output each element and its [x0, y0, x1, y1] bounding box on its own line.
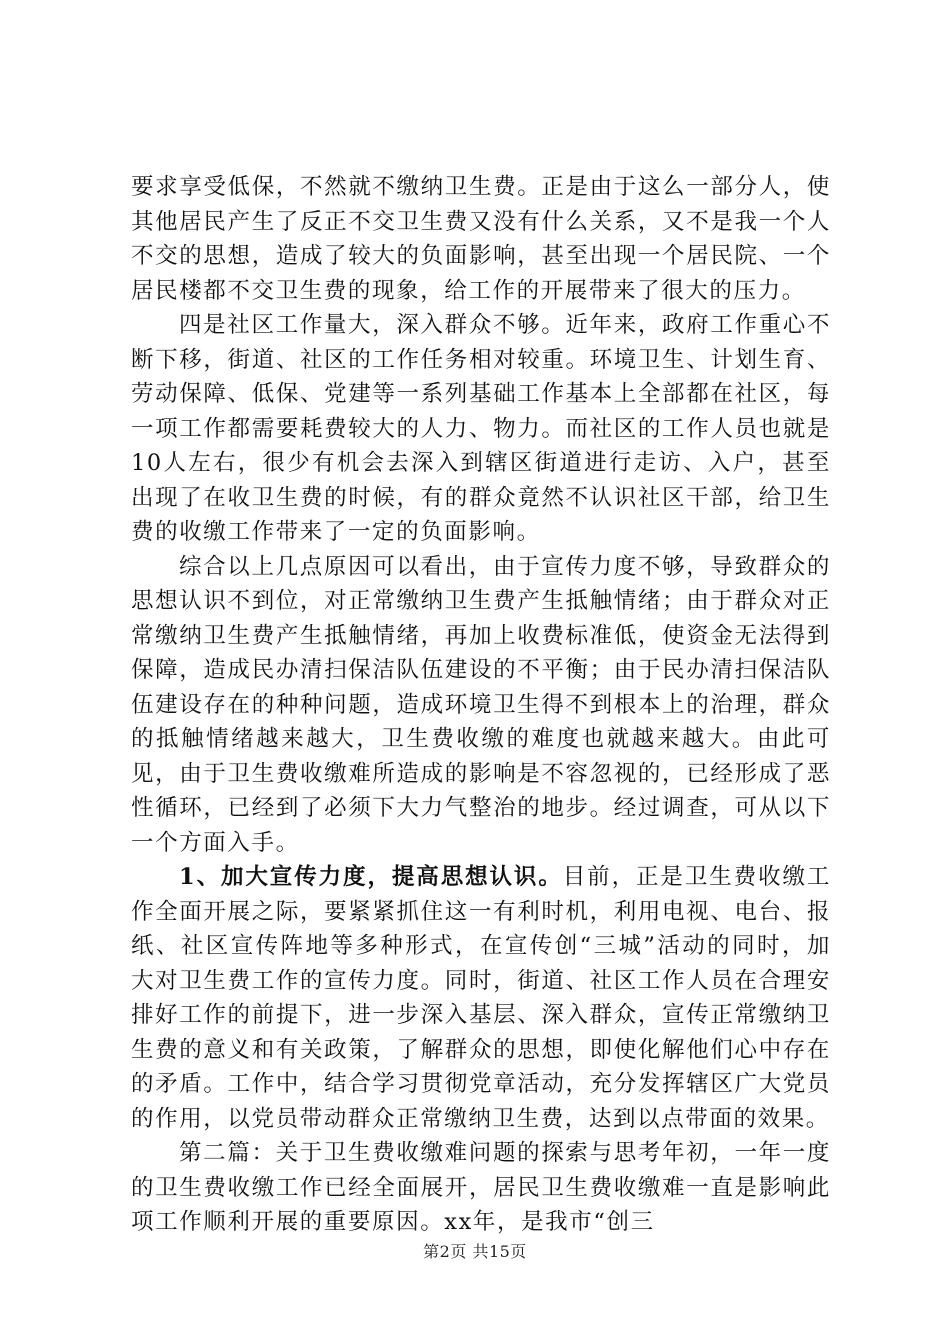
- paragraph-2: [131, 308, 831, 550]
- paragraph-4-text: 目前，正是卫生费收缴工作全面开展之际，要紧紧抓住这一有利时机，利用电视、电台、报纸、社区宣传阵地等多种形式，在宣传创“三城”活动的同时，加大对卫生费工作的宣传力度。同时，街道、社区工作人员在合理安排好工作的前提下，进一步深入基层、深入群众，宣传正常缴纳卫生费的意义和有关政策，了解群众的思想，即使化解他们心中存在的矛盾。工作中，结合学习贯彻党章活动，充分发挥辖区广大党员的作用，以党员带动群众正常缴纳卫生费，达到以点带面的效果。: [131, 864, 831, 1132]
- paragraph-3: [131, 550, 831, 861]
- paragraph-4: [131, 860, 831, 1136]
- paragraph-5-text: 第二篇：关于卫生费收缴难问题的探索与思考年初，一年一度的卫生费收缴工作已经全面展开，居民卫生费收缴难一直是影响此项工作顺利开展的重要原因。xx年，是我市“创三: [131, 1140, 831, 1235]
- document-body: [131, 170, 831, 1240]
- paragraph-2-text: 四是社区工作量大，深入群众不够。近年来，政府工作重心不断下移，街道、社区的工作任务相对较重。环境卫生、计划生育、劳动保障、低保、党建等一系列基础工作基本上全部都在社区，每一项工作都需要耗费较大的人力、物力。而社区的工作人员也就是10人左右，很少有机会去深入到辖区街道进行走访、入户，甚至出现了在收卫生费的时候，有的群众竟然不认识社区干部，给卫生费的收缴工作带来了一定的负面影响。: [131, 312, 831, 545]
- page-number-footer: 第2页 共15页: [423, 1242, 527, 1261]
- paragraph-1: [131, 170, 831, 308]
- paragraph-5: [131, 1136, 831, 1240]
- paragraph-3-text: 综合以上几点原因可以看出，由于宣传力度不够，导致群众的思想认识不到位，对正常缴纳卫生费产生抵触情绪；由于群众对正常缴纳卫生费产生抵触情绪，再加上收费标准低，使资金无法得到保障，造成民办清扫保洁队伍建设的不平衡；由于民办清扫保洁队伍建设存在的种种问题，造成环境卫生得不到根本上的治理，群众的抵触情绪越来越大，卫生费收缴的难度也就越来越大。由此可见，由于卫生费收缴难所造成的影响是不容忽视的，已经形成了恶性循环，已经到了必须下大力气整治的地步。经过调查，可从以下一个方面入手。: [131, 553, 831, 856]
- paragraph-4-heading: 1、加大宣传力度，提高思想认识。: [179, 864, 563, 890]
- paragraph-1-text: 要求享受低保，不然就不缴纳卫生费。正是由于这么一部分人，使其他居民产生了反正不交卫生费又没有什么关系，又不是我一个人不交的思想，造成了较大的负面影响，甚至出现一个居民院、一个居民楼都不交卫生费的现象，给工作的开展带来了很大的压力。: [131, 174, 831, 304]
